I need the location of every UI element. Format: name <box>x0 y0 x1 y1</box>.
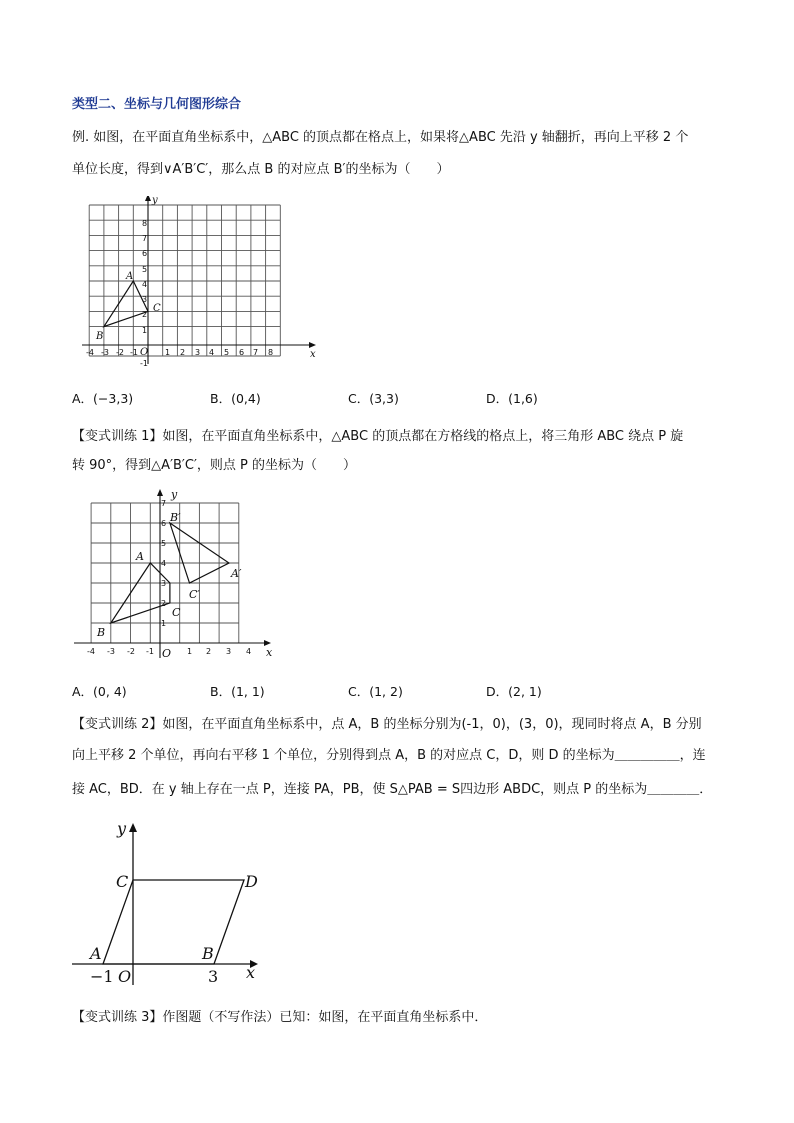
parallelogram-abdc <box>103 880 244 964</box>
y-tick: 3 <box>161 579 167 588</box>
x-tick-3: 3 <box>208 967 219 986</box>
point-a-prime-label: A′ <box>231 567 242 580</box>
y-axis-arrow <box>157 489 163 496</box>
variant1-option-a[interactable]: A．(0, 4) <box>72 684 127 699</box>
x-axis-label: x <box>246 963 256 982</box>
y-tick: 8 <box>142 219 148 228</box>
variant1-option-d[interactable]: D．(2, 1) <box>486 684 542 699</box>
y-tick: 3 <box>142 295 148 304</box>
variant1-text-line-1: 【变式训练 1】如图，在平面直角坐标系中，△ABC 的顶点都在方格线的格点上，将三角形 ABC 绕点 P 旋 <box>72 429 684 444</box>
point-c-prime-label: C′ <box>189 588 200 601</box>
x-tick: 6 <box>239 348 245 357</box>
point-c-label: C <box>116 872 129 891</box>
x-tick: 4 <box>246 647 252 656</box>
example-text-line-2: 单位长度，得到∨A′B′C′，那么点 B 的对应点 B′的坐标为（ ） <box>72 162 450 177</box>
y-tick: 6 <box>142 249 148 258</box>
variant2-text-line-1: 【变式训练 2】如图，在平面直角坐标系中，点 A，B 的坐标分别为(-1，0)，(3，0)，现同时将点 A，B 分别 <box>72 717 702 732</box>
y-tick: -1 <box>140 359 148 368</box>
example-option-c[interactable]: C．(3,3) <box>348 391 399 406</box>
variant2-text-line-3: 接 AC，BD．在 y 轴上存在一点 P，连接 PA，PB，使 S△PAB = S四边形 ABDC，则点 P 的坐标为＿＿＿＿． <box>72 782 713 797</box>
variant1-option-c[interactable]: C．(1, 2) <box>348 684 403 699</box>
x-tick: -1 <box>146 647 154 656</box>
x-tick: -2 <box>127 647 135 656</box>
variant1-option-b[interactable]: B．(1, 1) <box>210 684 265 699</box>
x-tick: -1 <box>130 348 138 357</box>
point-a-label: A <box>126 271 134 282</box>
point-b-label: B <box>202 944 214 963</box>
x-tick: -3 <box>101 348 109 357</box>
triangle-abc <box>111 563 170 623</box>
point-b-label: B <box>97 626 106 639</box>
y-tick: 1 <box>161 619 167 628</box>
example-text-line-1: 例. 如图，在平面直角坐标系中，△ABC 的顶点都在格点上，如果将△ABC 先沿 y 轴翻折，再向上平移 2 个 <box>72 130 689 145</box>
y-axis-label: y <box>171 488 178 501</box>
example-option-d[interactable]: D．(1,6) <box>486 391 538 406</box>
example-option-b[interactable]: B．(0,4) <box>210 391 261 406</box>
point-c-label: C <box>172 606 181 619</box>
y-tick: 5 <box>142 265 148 274</box>
y-tick: 4 <box>142 280 148 289</box>
x-tick: 1 <box>187 647 193 656</box>
x-tick: -3 <box>107 647 115 656</box>
x-tick: 3 <box>195 348 201 357</box>
x-tick: 7 <box>253 348 259 357</box>
y-tick: 2 <box>142 310 148 319</box>
x-tick-neg1: −1 <box>90 967 114 986</box>
variant1-figure <box>70 486 280 660</box>
origin-label: O <box>162 647 172 660</box>
point-d-label: D <box>245 872 258 891</box>
x-tick: 3 <box>226 647 232 656</box>
y-tick: 2 <box>161 599 167 608</box>
y-tick: 1 <box>142 326 148 335</box>
x-tick: 5 <box>224 348 230 357</box>
point-b-label: B <box>96 331 104 342</box>
x-tick: -2 <box>116 348 124 357</box>
y-tick: 7 <box>161 499 167 508</box>
variant2-text-line-2: 向上平移 2 个单位，再向右平移 1 个单位，分别得到点 A，B 的对应点 C，D，则 D 的坐标为＿＿＿＿＿，连 <box>72 748 706 763</box>
y-tick: 7 <box>142 234 148 243</box>
y-axis-label: y <box>117 819 127 838</box>
y-axis-arrow <box>145 196 151 201</box>
x-tick: -4 <box>87 647 95 656</box>
x-tick: 8 <box>268 348 274 357</box>
variant2-figure <box>70 818 270 990</box>
origin-label: O <box>118 967 132 986</box>
x-axis-label: x <box>266 646 273 659</box>
y-tick: 4 <box>161 559 167 568</box>
y-tick: 6 <box>161 519 167 528</box>
point-a-label: A <box>90 944 102 963</box>
example-option-a[interactable]: A．(−3,3) <box>72 391 134 406</box>
y-axis-arrow <box>129 823 137 832</box>
variant3-text-line-1: 【变式训练 3】作图题（不写作法）已知：如图，在平面直角坐标系中． <box>72 1010 488 1025</box>
x-axis-arrow <box>309 342 316 348</box>
x-tick: 1 <box>165 348 171 357</box>
point-c-label: C <box>153 303 161 314</box>
x-tick: 2 <box>180 348 186 357</box>
x-axis-label: x <box>310 349 316 360</box>
origin-label: O <box>140 347 149 358</box>
point-b-prime-label: B′ <box>170 511 181 524</box>
y-axis-label: y <box>152 196 158 206</box>
x-tick: -4 <box>86 348 94 357</box>
y-tick: 5 <box>161 539 167 548</box>
example-figure <box>78 196 328 368</box>
x-tick: 4 <box>209 348 215 357</box>
section-heading: 类型二、坐标与几何图形综合 <box>72 97 242 112</box>
x-tick: 2 <box>206 647 212 656</box>
variant1-text-line-2: 转 90°，得到△A′B′C′，则点 P 的坐标为（ ） <box>72 458 357 473</box>
point-a-label: A <box>136 550 144 563</box>
